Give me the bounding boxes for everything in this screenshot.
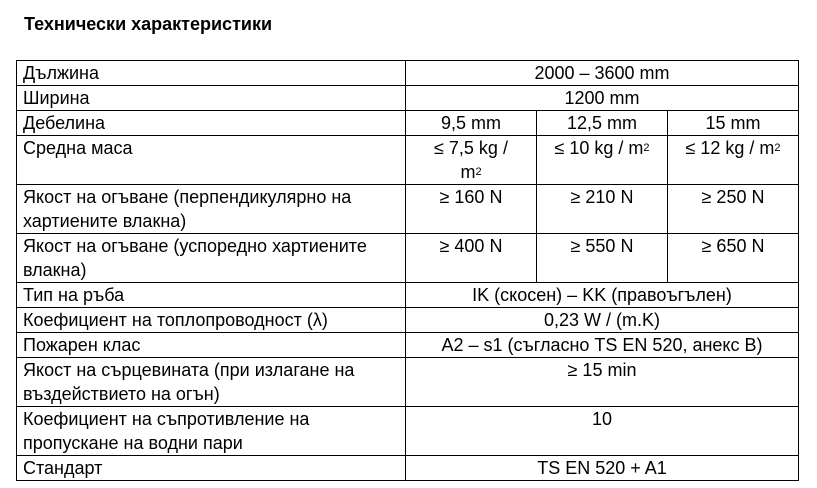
table-row	[17, 111, 799, 136]
row-label-thickness: Дебелина	[17, 111, 406, 136]
row-label-edge-type: Тип на ръба	[17, 283, 406, 308]
row-label-width: Ширина	[17, 86, 406, 111]
value-mass-2-text: ≤ 10 kg / m	[554, 138, 644, 158]
value-core-strength: ≥ 15 min	[406, 358, 799, 407]
table-row	[17, 407, 799, 456]
value-mass-3-exponent: 2	[774, 142, 781, 154]
table-row	[17, 136, 799, 185]
value-bending-parallel-2: ≥ 550 N	[537, 234, 668, 283]
value-fire-class: A2 – s1 (съгласно TS EN 520, анекс B)	[406, 333, 799, 358]
value-bending-perpendicular-3: ≥ 250 N	[668, 185, 799, 234]
value-mass-2-exponent: 2	[643, 142, 650, 154]
value-standard: TS EN 520 + A1	[406, 456, 799, 481]
value-length: 2000 – 3600 mm	[406, 61, 799, 86]
row-label-mass: Средна маса	[17, 136, 406, 185]
value-mass-1-exponent: 2	[475, 166, 482, 178]
row-label-fire-class: Пожарен клас	[17, 333, 406, 358]
value-thermal-conductivity: 0,23 W / (m.K)	[406, 308, 799, 333]
value-mass-3-text: ≤ 12 kg / m	[685, 138, 775, 158]
value-mass-1-unit: m	[460, 162, 476, 182]
value-mass-2	[537, 136, 668, 185]
table-row	[17, 185, 799, 234]
value-thickness-2: 12,5 mm	[537, 111, 668, 136]
value-mass-1-text: ≤ 7,5 kg /	[434, 138, 508, 158]
specifications-table	[16, 60, 799, 481]
value-bending-perpendicular-1: ≥ 160 N	[406, 185, 537, 234]
table-row	[17, 283, 799, 308]
value-bending-parallel-1: ≥ 400 N	[406, 234, 537, 283]
value-mass-3	[668, 136, 799, 185]
table-row	[17, 308, 799, 333]
table-row	[17, 358, 799, 407]
value-width: 1200 mm	[406, 86, 799, 111]
value-mass-1	[406, 136, 537, 185]
row-label-standard: Стандарт	[17, 456, 406, 481]
table-row	[17, 333, 799, 358]
row-label-bending-perpendicular: Якост на огъване (перпендикулярно на хартиените влакна)	[17, 185, 406, 234]
value-thickness-1: 9,5 mm	[406, 111, 537, 136]
row-label-thermal-conductivity: Коефициент на топлопроводност (λ)	[17, 308, 406, 333]
value-edge-type: IK (скосен) – KK (правоъгълен)	[406, 283, 799, 308]
value-bending-perpendicular-2: ≥ 210 N	[537, 185, 668, 234]
row-label-vapour-resistance: Коефициент на съпротивление на пропускане на водни пари	[17, 407, 406, 456]
page-title: Технически характеристики	[24, 14, 273, 34]
table-row	[17, 456, 799, 481]
value-vapour-resistance: 10	[406, 407, 799, 456]
row-label-core-strength: Якост на сърцевината (при излагане на въздействието на огън)	[17, 358, 406, 407]
value-bending-parallel-3: ≥ 650 N	[668, 234, 799, 283]
value-thickness-3: 15 mm	[668, 111, 799, 136]
table-row	[17, 234, 799, 283]
row-label-length: Дължина	[17, 61, 406, 86]
table-row	[17, 61, 799, 86]
row-label-bending-parallel: Якост на огъване (успоредно хартиените влакна)	[17, 234, 406, 283]
table-row	[17, 86, 799, 111]
